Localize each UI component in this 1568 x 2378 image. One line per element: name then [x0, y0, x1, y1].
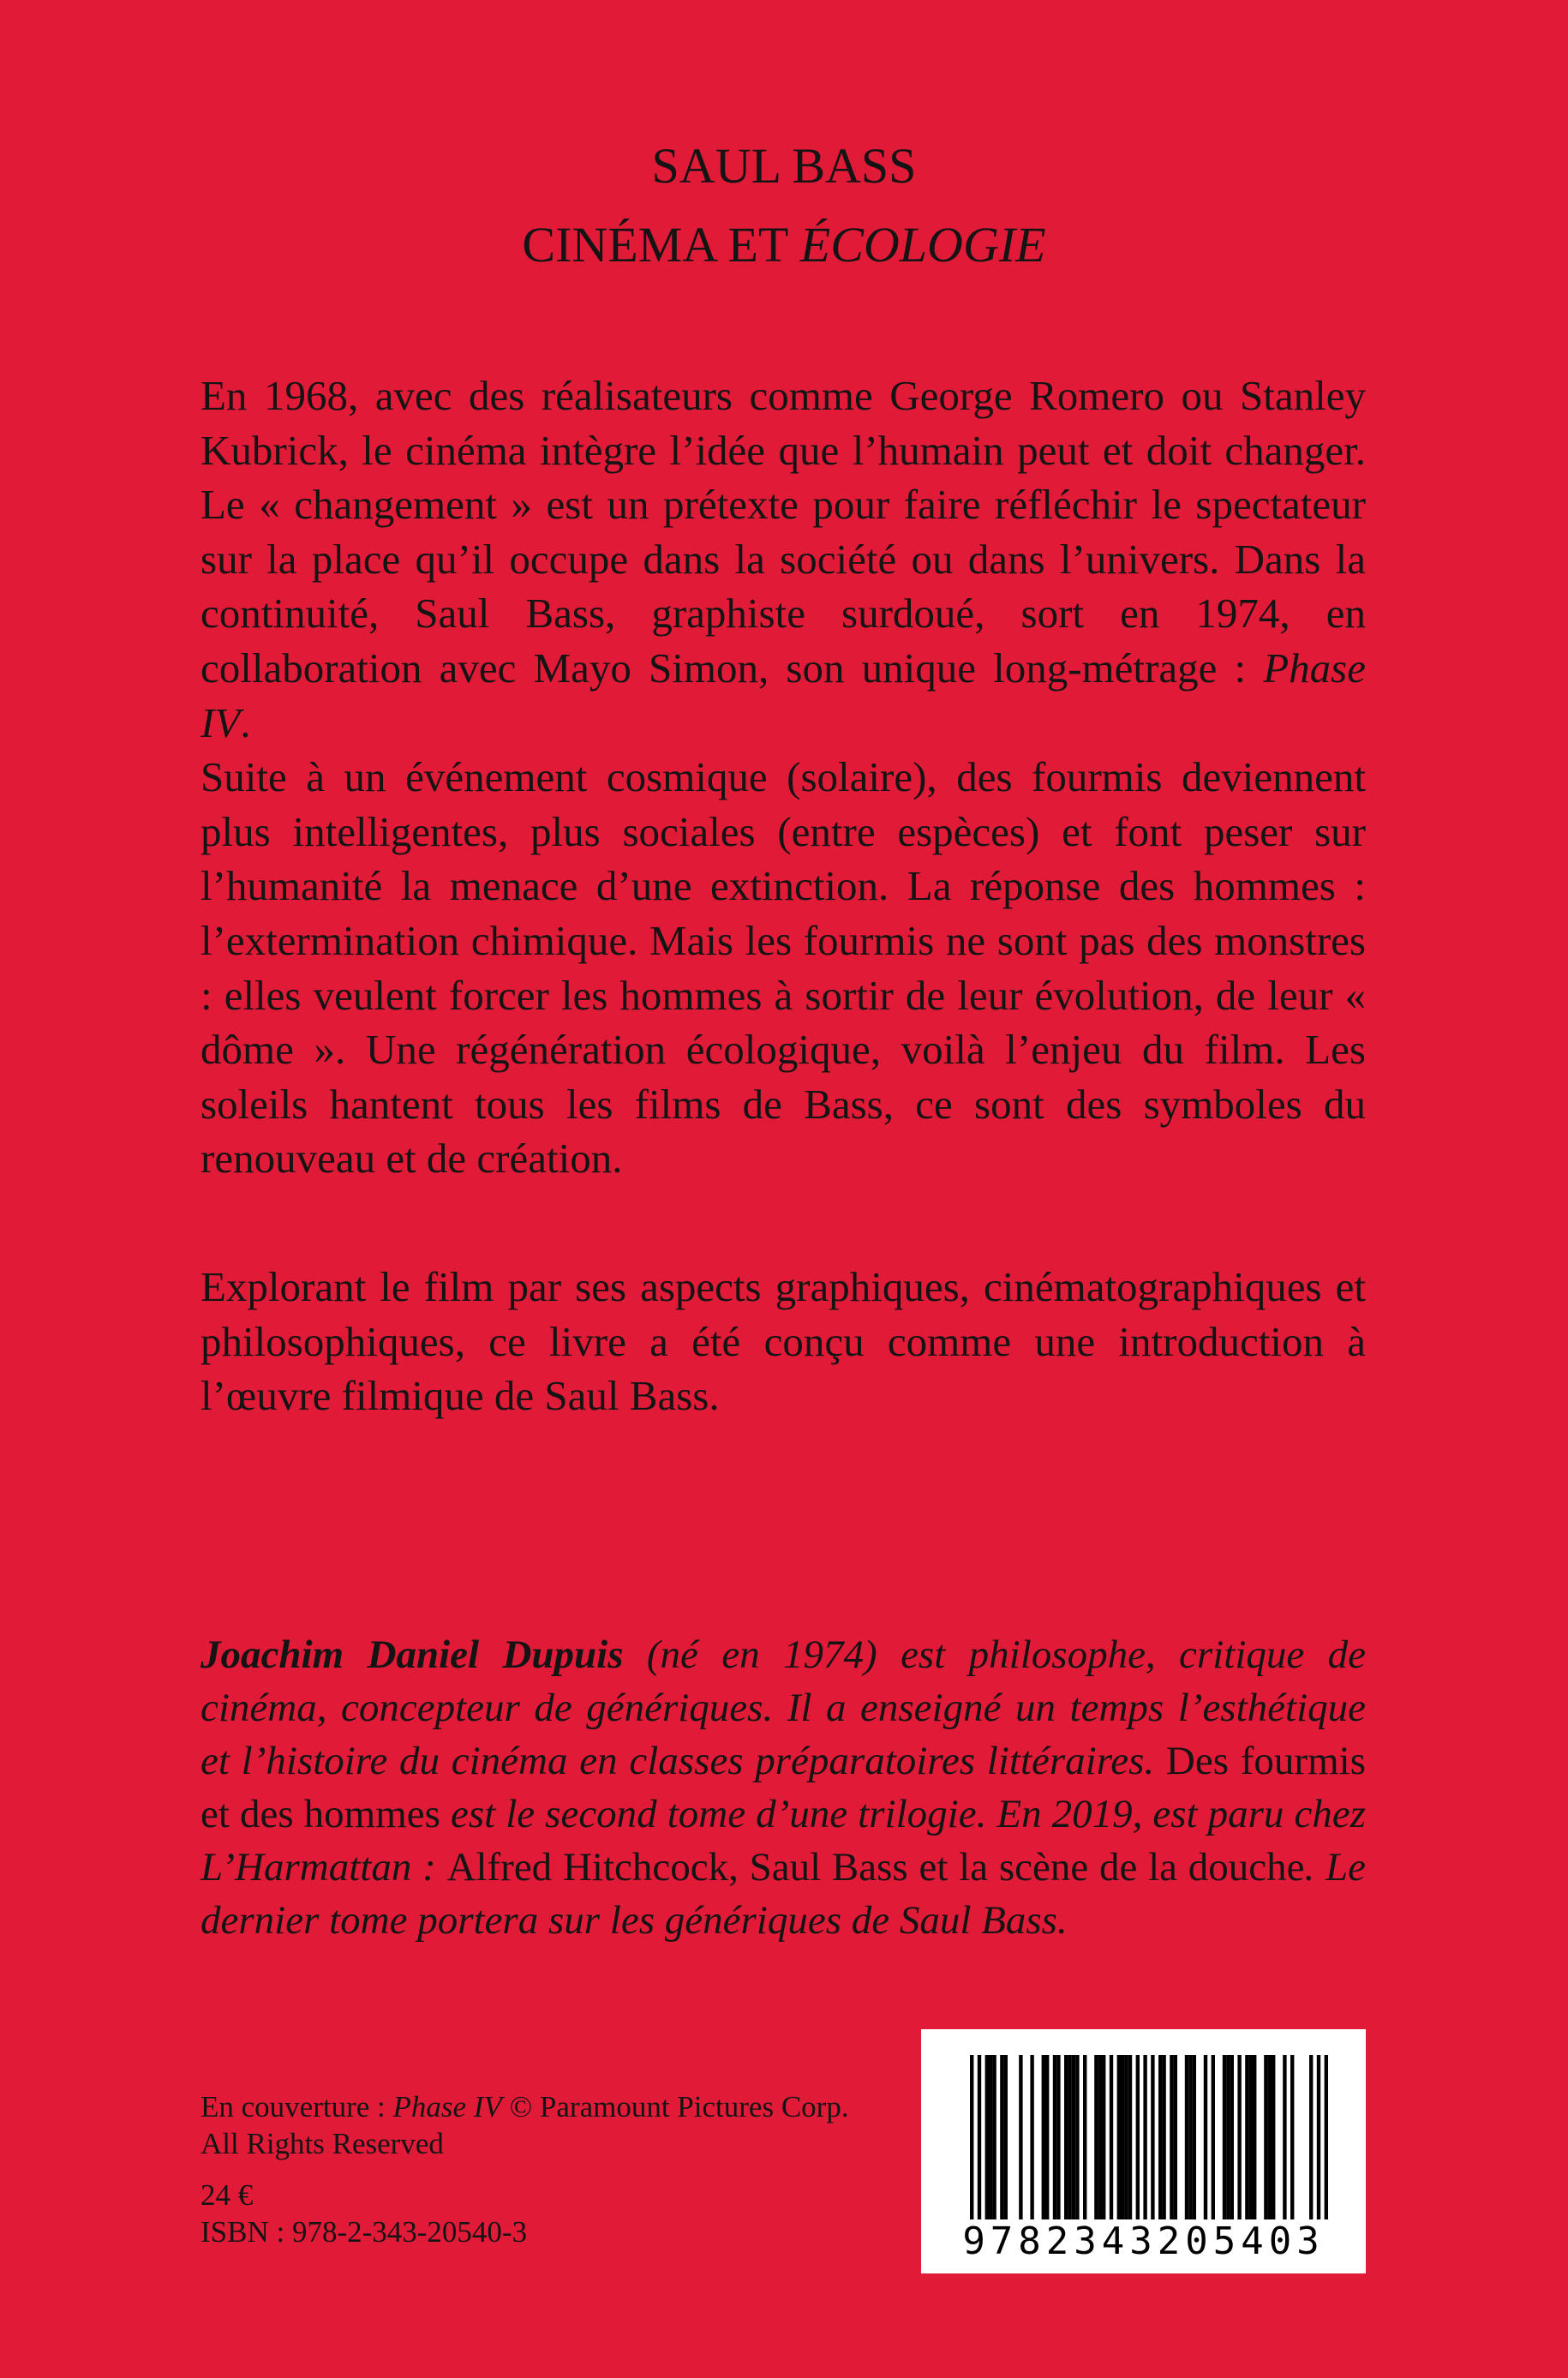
barcode-bar: [1068, 2055, 1071, 2219]
barcode-bar: [1317, 2055, 1320, 2219]
bio-text-a: (né en 1974) est philosophe, critique de cinéma, concepteur de génériques. Il a enseigné un temps l’esthétique et l’histoire du cinéma en classes préparatoires littéraires.: [200, 1632, 1366, 1783]
barcode-bar: [992, 2055, 996, 2219]
barcode-bar: [1283, 2055, 1286, 2219]
isbn: ISBN : 978-2-343-20540-3: [200, 2215, 528, 2249]
barcode-bar: [1170, 2055, 1173, 2219]
barcode-bar: [1075, 2055, 1079, 2219]
credit-rights: All Rights Reserved: [200, 2127, 444, 2160]
barcode-bar: [1309, 2055, 1313, 2219]
cover-credit: [200, 2088, 849, 2162]
barcode-bar: [1325, 2055, 1328, 2219]
barcode-bar: [985, 2055, 989, 2219]
bio-text-c: . Le dernier tome portera sur les génériques de Saul Bass.: [200, 1845, 1366, 1943]
book-title-line2: [0, 206, 1568, 285]
barcode-bar: [1004, 2055, 1008, 2219]
barcode-bar: [1212, 2055, 1215, 2219]
barcode-bar: [1136, 2055, 1140, 2219]
barcode-bar: [1083, 2055, 1086, 2219]
barcode-bar: [1245, 2055, 1248, 2219]
bio-book-1: Des fourmis et des hommes: [200, 1739, 1366, 1836]
barcode-bar: [1121, 2055, 1124, 2219]
bio-text-b: est le second tome d’une trilogie. En 2019, est paru chez L’Harmattan :: [200, 1792, 1366, 1890]
barcode-bar: [1098, 2055, 1102, 2219]
barcode-bar: [1128, 2055, 1132, 2219]
barcode-digits: 9782343205403: [962, 2219, 1325, 2263]
barcode-bar: [978, 2055, 981, 2219]
barcode-bar: [1237, 2055, 1241, 2219]
barcode-bar: [1019, 2055, 1022, 2219]
barcode-bar: [1094, 2055, 1098, 2219]
summary-text-b: .: [240, 698, 251, 746]
credit-film: Phase IV: [392, 2090, 502, 2123]
summary-text-a: En 1968, avec des réalisateurs comme George Romero ou Stanley Kubrick, le cinéma intègre l’idée que l’humain peut et doit changer. Le « changement » est un prétexte pour faire réfléchir le spectateur sur la place qu’il occupe dans la société ou dans l’univers. Dans la continuité, Saul Bass, graphiste surdoué, sort en 1974, en collaboration avec Mayo Simon, son unique long-métrage :: [200, 372, 1366, 692]
barcode-bar: [1030, 2055, 1033, 2219]
title-line2-italic: ÉCOLOGIE: [799, 217, 1046, 273]
barcode-bar: [1158, 2055, 1162, 2219]
barcode-bar: [970, 2055, 973, 2219]
barcode-bar: [1117, 2055, 1121, 2219]
barcode-bar: [1188, 2055, 1192, 2219]
barcode-bar: [1253, 2055, 1256, 2219]
barcode-bar: [1174, 2055, 1177, 2219]
title-line2-roman: CINÉMA ET: [522, 217, 800, 273]
barcode-bar: [1193, 2055, 1196, 2219]
barcode: [921, 2029, 1366, 2273]
barcode-bar: [1162, 2055, 1165, 2219]
barcode-bar: [1230, 2055, 1234, 2219]
price: 24 €: [200, 2178, 254, 2212]
barcode-bar: [1042, 2055, 1045, 2219]
bio-book-2: Alfred Hitchcock, Saul Bass et la scène de la douche: [446, 1845, 1305, 1890]
summary-text-c: Suite à un événement cosmique (solaire), des fourmis deviennent plus intelligentes, plus sociales (entre espèces) et font peser sur l’humanité la menace d’une extinction. La réponse des hommes : l’extermination chimique. Mais les fourmis ne sont pas des monstres : elles veulent forcer les hommes à sortir de leur évolution, de leur « dôme ». Une régénération écologique, voilà l’enjeu du film. Les soleils hantent tous les films de Bass, ce sont des symboles du renouveau et de création.: [200, 753, 1366, 1183]
barcode-bar: [1290, 2055, 1294, 2219]
barcode-bar: [1102, 2055, 1105, 2219]
barcode-bar: [1143, 2055, 1146, 2219]
summary-paragraph-2: Explorant le film par ses aspects graphiques, cinématographiques et philosophiques, ce livre a été conçu comme une introduction à l’œuvre filmique de Saul Bass.: [200, 1263, 1366, 1420]
barcode-bar: [1272, 2055, 1275, 2219]
barcode-bar: [1268, 2055, 1272, 2219]
barcode-bar: [1056, 2055, 1060, 2219]
barcode-bar: [1064, 2055, 1068, 2219]
barcode-bar: [1226, 2055, 1230, 2219]
barcode-bar: [1249, 2055, 1253, 2219]
film-title: Phase IV: [200, 644, 1366, 746]
barcode-bar: [1264, 2055, 1267, 2219]
barcode-bar: [1204, 2055, 1207, 2219]
barcode-bar: [989, 2055, 992, 2219]
barcode-bar: [1185, 2055, 1188, 2219]
title-block: [0, 127, 1568, 285]
barcode-bar: [1000, 2055, 1003, 2219]
barcode-bar: [1110, 2055, 1113, 2219]
credit-prefix: En couverture :: [200, 2090, 393, 2123]
barcode-bar: [1151, 2055, 1154, 2219]
author-name: Joachim Daniel Dupuis: [200, 1632, 624, 1677]
barcode-bar: [1223, 2055, 1226, 2219]
credit-suffix: © Paramount Pictures Corp.: [501, 2090, 849, 2123]
book-title-line1: SAUL BASS: [651, 138, 917, 194]
barcode-bar: [1072, 2055, 1075, 2219]
summary-paragraph-1: [200, 368, 1366, 1186]
barcode-bar: [1124, 2055, 1128, 2219]
author-bio: [200, 1628, 1366, 1947]
barcode-bar: [1045, 2055, 1049, 2219]
price-isbn-block: [200, 2177, 527, 2250]
barcode-bar: [1053, 2055, 1056, 2219]
